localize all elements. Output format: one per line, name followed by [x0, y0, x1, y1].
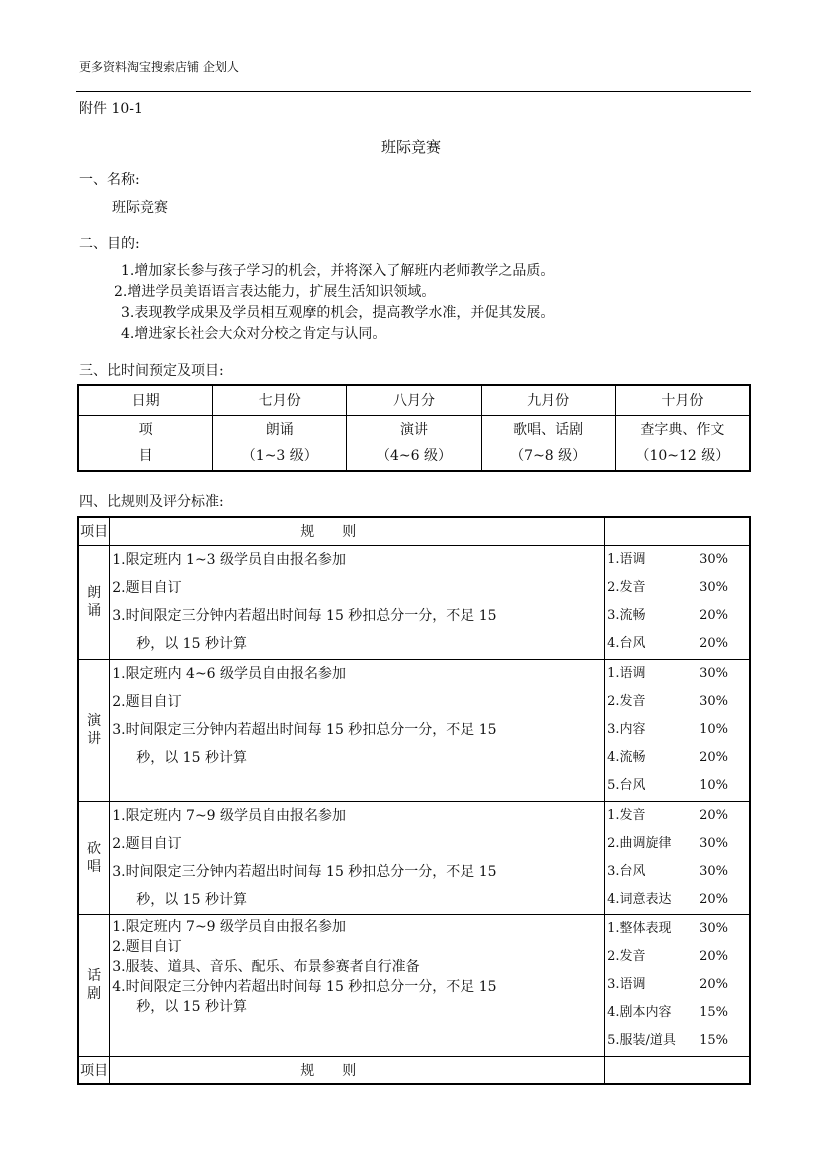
rule-line: 秒，以 15 秒计算: [136, 749, 247, 766]
rule-line: 4.时间限定三分钟内若超出时间每 15 秒扣总分一分，不足 15: [112, 978, 497, 995]
rules-list: [110, 659, 605, 801]
rules-block: [78, 545, 750, 659]
rules-item-cell: 话 剧: [78, 914, 110, 1056]
score-line: 2.发音 20%: [607, 949, 729, 964]
rules-block: [78, 914, 750, 1056]
purpose-item: 4.增进家长社会大众对分校之肯定与认同。: [121, 326, 387, 342]
schedule-header-cell: 九月份: [481, 385, 615, 415]
rules-header-item: 项目: [78, 517, 110, 545]
score-line: 2.曲调旋律 30%: [607, 835, 729, 851]
score-line: 1.发音 20%: [607, 807, 729, 823]
rules-footer-row: [78, 1056, 750, 1084]
schedule-header-cell: 八月分: [347, 385, 481, 415]
schedule-header-cell: 日期: [78, 385, 213, 415]
rules-footer-item: 项目: [78, 1056, 110, 1084]
score-line: 3.台风 30%: [607, 863, 729, 879]
score-list: [605, 914, 750, 1056]
header-rule: [76, 91, 751, 92]
rule-line: 3.时间限定三分钟内若超出时间每 15 秒扣总分一分，不足 15: [112, 863, 497, 880]
score-line: 1.语调 30%: [607, 552, 729, 567]
rules-header-score: [605, 517, 750, 545]
rules-block: [78, 659, 750, 801]
section-1-content: 班际竞赛: [112, 200, 168, 216]
rules-item-cell: 砍 唱: [78, 801, 110, 914]
score-line: 1.语调 30%: [607, 666, 729, 681]
score-line: 3.流畅 20%: [607, 608, 729, 623]
rules-list: [110, 545, 605, 659]
score-line: 4.词意表达 20%: [607, 891, 729, 907]
score-line: 4.流畅 20%: [607, 750, 729, 765]
score-line: 1.整体表现 30%: [607, 921, 729, 936]
section-1-heading: 一、名称:: [79, 172, 140, 188]
page-header: 更多资料淘宝搜索店铺 企划人: [79, 60, 239, 74]
rule-line: 1.限定班内 1~3 级学员自由报名参加: [112, 552, 347, 568]
schedule-cell: 朗诵 （1~3 级）: [213, 415, 347, 471]
rule-line: 2.题目自订: [112, 835, 182, 852]
rule-line: 1.限定班内 7~9 级学员自由报名参加: [112, 807, 347, 824]
schedule-item-row: [78, 415, 750, 471]
document-title: 班际竞赛: [381, 138, 442, 156]
score-line: 5.服装/道具 15%: [607, 1033, 729, 1048]
score-list: [605, 659, 750, 801]
purpose-item: 1.增加家长参与孩子学习的机会，并将深入了解班内老师教学之品质。: [121, 263, 555, 279]
rule-line: 1.限定班内 4~6 级学员自由报名参加: [112, 665, 347, 682]
rules-item-cell: 演 讲: [78, 659, 110, 801]
rule-line: 2.题目自订: [112, 938, 182, 955]
schedule-header-cell: 十月份: [615, 385, 750, 415]
rule-line: 秒，以 15 秒计算: [136, 636, 247, 652]
schedule-header-row: [78, 385, 750, 415]
rule-line: 秒，以 15 秒计算: [136, 998, 247, 1015]
rules-list: [110, 801, 605, 914]
schedule-cell: 歌唱、话剧 （7~8 级）: [481, 415, 615, 471]
attachment-label: 附件 10-1: [79, 101, 143, 117]
rule-line: 3.服装、道具、音乐、配乐、布景参赛者自行准备: [112, 958, 420, 975]
section-2-heading: 二、目的:: [79, 236, 140, 252]
schedule-table: [77, 384, 751, 472]
score-line: 5.台风 10%: [607, 778, 729, 793]
score-line: 4.剧本内容 15%: [607, 1005, 729, 1020]
rule-line: 2.题目自订: [112, 580, 182, 596]
section-4-heading: 四、比规则及评分标准:: [79, 494, 224, 510]
score-line: 4.台风 20%: [607, 636, 729, 651]
purpose-item: 2.增进学员美语语言表达能力，扩展生活知识领域。: [114, 284, 436, 300]
rules-footer-rules: 规 则: [110, 1056, 605, 1084]
rule-line: 秒，以 15 秒计算: [136, 891, 247, 908]
rule-line: 3.时间限定三分钟内若超出时间每 15 秒扣总分一分，不足 15: [112, 608, 497, 624]
rules-list: [110, 914, 605, 1056]
schedule-cell: 查字典、作文 （10~12 级）: [615, 415, 750, 471]
rule-line: 1.限定班内 7~9 级学员自由报名参加: [112, 918, 347, 935]
rule-line: 3.时间限定三分钟内若超出时间每 15 秒扣总分一分，不足 15: [112, 721, 497, 738]
section-3-heading: 三、比时间预定及项目:: [79, 363, 224, 379]
rules-footer-score: [605, 1056, 750, 1084]
score-list: [605, 545, 750, 659]
schedule-cell: 演讲 （4~6 级）: [347, 415, 481, 471]
schedule-header-cell: 七月份: [213, 385, 347, 415]
score-line: 3.内容 10%: [607, 722, 729, 737]
score-line: 2.发音 30%: [607, 694, 729, 709]
purpose-item: 3.表现教学成果及学员相互观摩的机会，提高教学水准，并促其发展。: [121, 305, 555, 321]
rules-block: [78, 801, 750, 914]
score-line: 3.语调 20%: [607, 977, 729, 992]
rules-header-row: [78, 517, 750, 545]
rules-table: [77, 516, 751, 1085]
schedule-row-label: 项 目: [78, 415, 213, 471]
rule-line: 2.题目自订: [112, 693, 182, 710]
rules-header-rules: 规 则: [110, 517, 605, 545]
score-line: 2.发音 30%: [607, 580, 729, 595]
rules-item-cell: 朗 诵: [78, 545, 110, 659]
score-list: [605, 801, 750, 914]
